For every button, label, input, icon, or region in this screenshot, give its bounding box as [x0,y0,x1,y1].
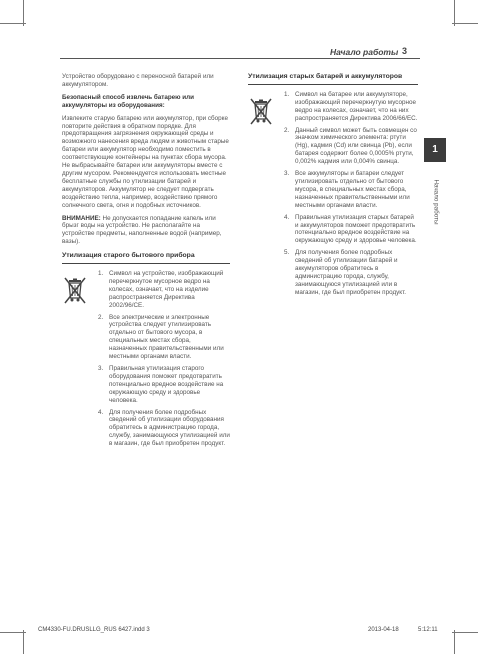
crop-mark [452,632,478,633]
header-rule [60,58,420,59]
list-item-text: Все электрические и электронные устройства следует утилизировать отдельно от бытового мусора, в специальных местах сбора, назначенных правительственными или местными органами власти. [109,313,224,361]
list-item-text: Для получения более подробных сведений об утилизации батарей и аккумуляторов обратитесь в администрацию города, службу, занимающуюся утилизацией или в магазин, где был приобретен продукт. [295,249,407,296]
list-item-number: 1. [98,270,104,278]
list-item [284,127,418,167]
old-device-disposal [62,270,230,452]
right-column [248,73,418,301]
safe-removal-heading: Безопасный способ извлечь батарею или аккумуляторы из оборудования: [62,93,195,109]
list-item-number: 1. [284,90,290,98]
crop-mark [454,630,455,654]
list-item [284,170,418,210]
list-item-text: Для получения более подробных сведений об утилизации оборудования обратитесь в администрацию города, службу, занимающуюся утилизацией или в магазин, где был приобретен продукт. [109,408,230,448]
chapter-tab-label: Начало работы [432,179,440,225]
old-device-heading: Утилизация старого бытового прибора [62,252,230,264]
crossed-out-wheelie-bin-icon [248,97,278,301]
footer-file-name: CM4330-FU.DRUSLLG_RUS 6427.indd 3 [38,627,150,633]
crossed-out-wheelie-bin-icon [62,276,92,452]
warning-label: ВНИМАНИЕ: [62,214,101,222]
list-item-text: Правильная утилизация старого оборудования поможет предотвратить потенциально вредное воздействие на окружающую среду и здоровье человека. [109,365,224,404]
crop-mark [23,0,24,26]
safe-removal-body: Извлеките старую батарею или аккумулятор, при сборке повторите действия в обратном порядке. Для предотвращения загрязнения окружающей среды и возможного нанесения вреда людям и животным старые батареи или аккумулятор необходимо поместить в соответствующие контейнеры на пунктах сбора мусора. Не выбрасывайте батареи или аккумуляторы вместе с другим мусором. Рекомендуется использовать местные бесплатные службы по утилизации батарей и аккумуляторов. Аккумулятор не следует подвергать воздействию тепла, например, воздействию прямого солнечного света, огня и подобных источников. [62,114,229,209]
list-item [98,409,230,449]
list-item-number: 2. [284,126,290,134]
left-column [62,73,230,452]
list-item [284,214,418,246]
list-item [98,314,230,361]
old-device-list [98,270,230,452]
list-item [98,365,230,405]
chapter-tab: 1 [424,138,446,162]
list-item-number: 5. [284,249,290,257]
list-item [284,91,418,123]
warning-text: Не допускается попадание капель или брызг воды на устройство. Не располагайте на устройстве предметы, наполненные водой (например, вазы). [62,214,222,246]
list-item-text: Все аккумуляторы и батареи следует утилизировать отдельно от бытового мусора, в специальных местах сбора, назначенных правительственными или местными органами власти. [295,170,410,209]
crop-mark [454,0,455,26]
list-item [284,249,418,296]
list-item-number: 3. [98,365,104,372]
page-number: 3 [402,46,408,56]
old-batteries-list [284,91,418,301]
warning-paragraph [62,215,230,247]
list-item-text: Данный символ может быть совмещен со значком химического элемента: ртути (Hg), кадмия (Cd) или свинца (Pb), если батарея содержит более 0,0005% ртути, 0,002% кадмия или 0,004% свинца. [295,126,417,166]
list-item [98,270,230,310]
list-item-number: 2. [98,313,104,321]
list-item-number: 3. [284,170,290,178]
intro-text: Устройство оборудовано с переносной батарей или аккумулятором. [62,73,214,88]
list-item-number: 4. [98,408,104,416]
footer-date: 2013-04-18 [368,627,399,633]
list-item-text: Правильная утилизация старых батарей и аккумуляторов поможет предотвратить потенциально вредное воздействие на окружающую среду и здоровье человека. [295,213,417,245]
running-header-title: Начало работы [330,47,399,57]
crop-mark [452,23,478,24]
list-item-number: 4. [284,213,290,221]
footer-time: 5:12:11 [418,627,438,633]
old-batteries-heading: Утилизация старых батарей и аккумуляторов [248,73,418,85]
list-item-text: Символ на батарее или аккумуляторе, изображающий перечеркнутую мусорное ведро на колесах, означает, что на них распространяется Директива 2006/66/EC. [295,90,418,122]
old-batteries-disposal [248,91,418,301]
crop-mark [23,630,24,654]
list-item-text: Символ на устройстве, изображающий перечеркнутое мусорное ведро на колесах, означает, что на изделие распространяется Директива 2002/96/CE. [109,270,224,309]
